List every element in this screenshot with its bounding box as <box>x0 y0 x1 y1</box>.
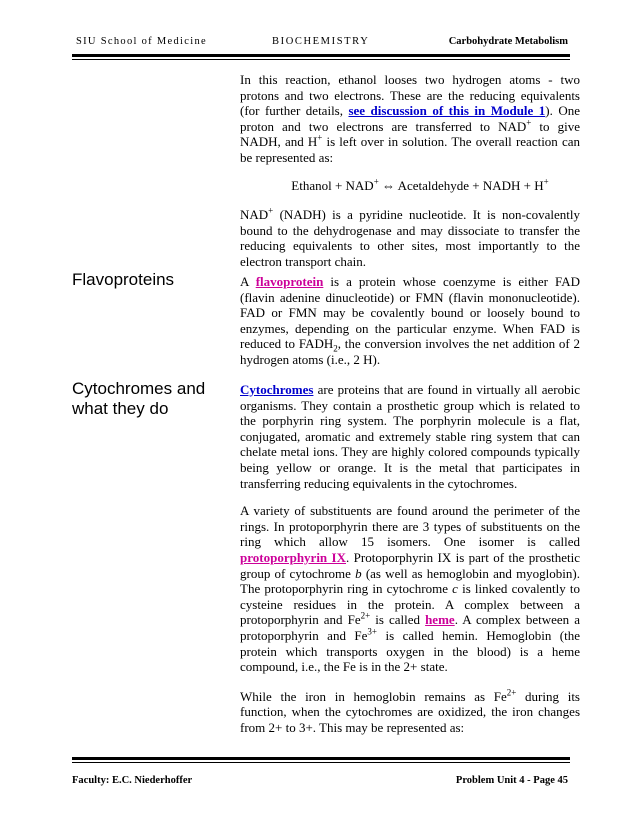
cytochromes-heading: Cytochromes and what they do <box>72 379 206 418</box>
intro-paragraph-2: NAD+ (NADH) is a pyridine nucleotide. It is non-covalently bound to the dehydrogenase and may dissociate to transfer the reducing equivalents to other sites, most importantly to the electron transport chain. <box>240 205 580 269</box>
cytochromes-paragraph-1: Cytochromes are proteins that are found in virtually all aerobic organisms. They contain a prosthetic group which is related to the porphyrin ring system. The porphyrin molecule is a flat, conjugated, aromatic and extremely stable ring system that can chelate metal ions. They are highly colored compounds typically being yellow or orange. It is the metal that participates in transferring reducing equivalents in the cytochromes. <box>240 382 580 491</box>
flavoproteins-heading: Flavoproteins <box>72 270 175 289</box>
module-1-link[interactable]: see discussion of this in Module 1 <box>348 103 546 119</box>
flavoprotein-link[interactable]: flavoprotein <box>255 274 324 289</box>
flavoproteins-section <box>240 274 580 368</box>
ethanol-equation: Ethanol + NAD+ ⇔ Acetaldehyde + NADH + H+ <box>291 176 549 193</box>
cytochromes-paragraph-2: A variety of substituents are found around the perimeter of the rings. In protoporphyrin there are 3 types of substituents on the ring which allow 15 isomers. One isomer is called protoporphyrin IX. Protoporphyrin IX is part of the prosthetic group of cytochrome b (as well as hemoglobin and myoglobin). The protoporphyrin ring in cytochrome c is linked covalently to cysteine residues in the protein. A complex between a protoporphyrin and $Fe^{2+}$ is called heme. A complex between a protoporphyrin and $Fe^{3+}$ is called hemin. Hemoglobin (the protein which transports oxygen in the blood) is a heme compound, i.e., the Fe is in the 2+ state. <box>240 503 581 675</box>
header-rule <box>72 54 570 57</box>
footer-page-number: Problem Unit 4 - Page 45 <box>455 775 568 786</box>
footer-faculty: Faculty: E.C. Niederhoffer <box>72 775 193 786</box>
header-rule-thin <box>72 59 570 60</box>
intro-section <box>240 72 580 270</box>
header-school: SIU School of Medicine <box>76 36 207 47</box>
footer-rule <box>72 757 570 760</box>
page-header <box>72 30 570 50</box>
flavoproteins-paragraph: A flavoprotein is a protein whose coenzyme is either FAD (flavin adenine dinucleotide) or FMN (flavin mononucleotide). FAD or FMN may be covalently bound or loosely bound to enzymes, depending on the particular enzyme. When FAD is reduced to $FADH_2$, the conversion involves the net addition of 2 hydrogen atoms (i.e., 2 H). <box>240 274 581 367</box>
header-topic: Carbohydrate Metabolism <box>448 36 568 47</box>
footer-rule-thin <box>72 762 570 763</box>
page-footer <box>72 775 570 791</box>
intro-paragraph-1: In this reaction, ethanol looses two hydrogen atoms - two protons and two electrons. These are the reducing equivalents (for further details, see discussion of this in Module 1). One proton and two electrons are transferred to NAD+ to give NADH, and H+ is left over in solution. The overall reaction can be represented as: <box>240 72 580 165</box>
protoporphyrin-ix-link[interactable]: protoporphyrin IX <box>240 549 347 565</box>
heme-link[interactable]: heme <box>425 612 455 628</box>
cytochromes-paragraph-3: While the iron in hemoglobin remains as $Fe^{2+}$ during its function, when the cytochromes are oxidized, the iron changes from 2+ to 3+. This may be represented as: <box>240 687 580 735</box>
header-subject: BIOCHEMISTRY <box>272 36 370 47</box>
cytochromes-link[interactable]: Cytochromes <box>240 382 314 397</box>
cytochromes-section <box>240 382 580 735</box>
